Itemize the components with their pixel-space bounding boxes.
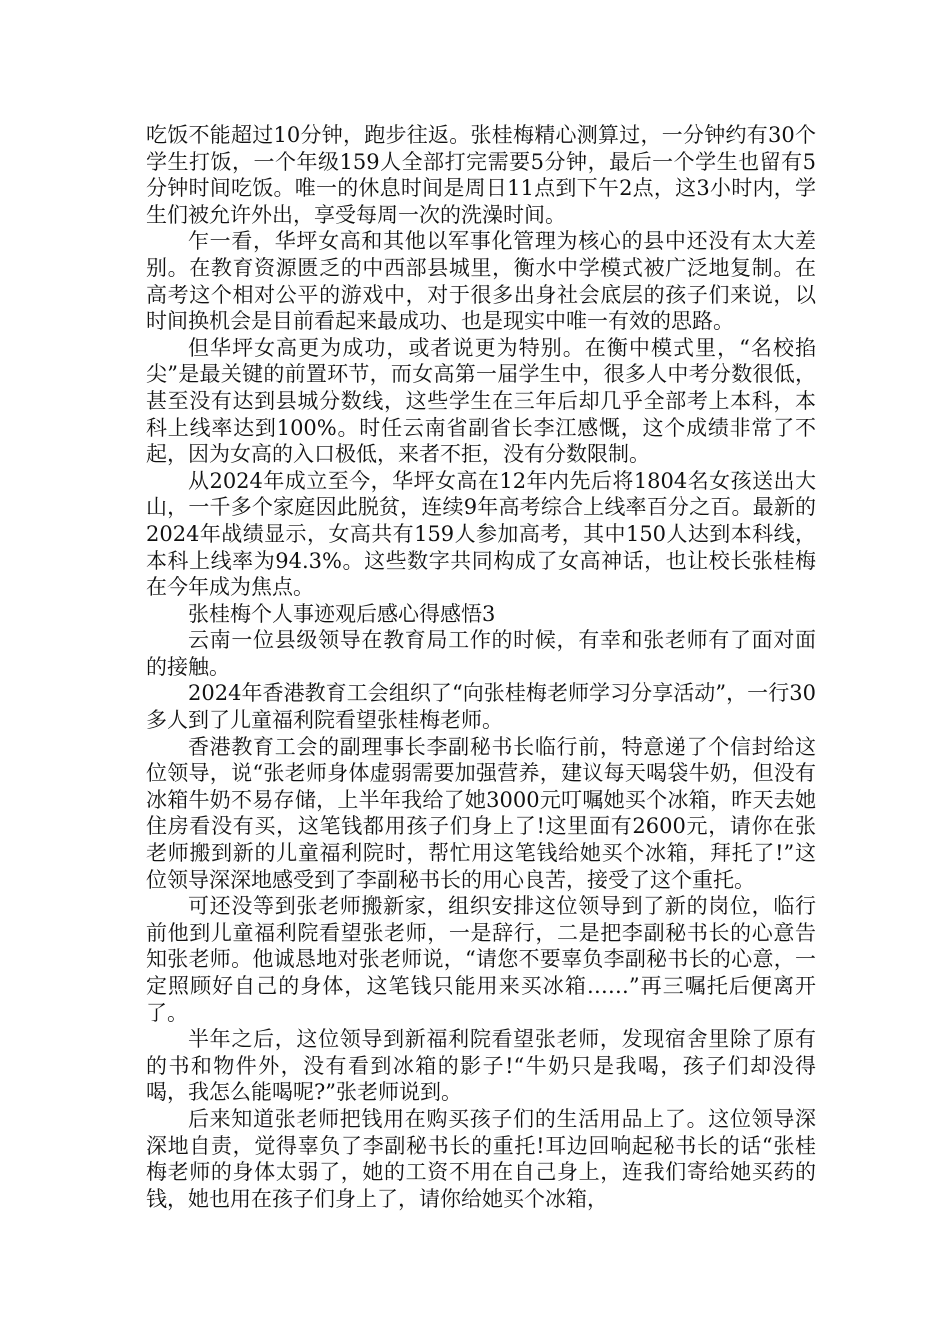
paragraph: 可还没等到张老师搬新家，组织安排这位领导到了新的岗位，临行前他到儿童福利院看望张老师，一是辞行，二是把李副秘书长的心意告知张老师。他诚恳地对张老师说，“请您不要辜负李副秘书长的心意，一定照顾好自己的身体，这笔钱只能用来买冰箱……”再三嘱托后便离开了。 — [146, 894, 816, 1025]
paragraph: 但华坪女高更为成功，或者说更为特别。在衡中模式里，“名校掐尖”是最关键的前置环节，而女高第一届学生中，很多人中考分数很低，甚至没有达到县城分数线，这些学生在三年后却几乎全部考上本科，本科上线率达到100%。时任云南省副省长李江感慨，这个成绩非常了不起，因为女高的入口极低，来者不拒，没有分数限制。 — [146, 335, 816, 467]
paragraph: 香港教育工会的副理事长李副秘书长临行前，特意递了个信封给这位领导，说“张老师身体虚弱需要加强营养，建议每天喝袋牛奶，但没有冰箱牛奶不易存储，上半年我给了她3000元叮嘱她买个冰箱，昨天去她住房看没有买，这笔钱都用孩子们身上了!这里面有2600元，请你在张老师搬到新的儿童福利院时，帮忙用这笔钱给她买个冰箱，拜托了!”这位领导深深地感受到了李副秘书长的用心良苦，接受了这个重托。 — [146, 734, 816, 892]
paragraph: 从2024年成立至今，华坪女高在12年内先后将1804名女孩送出大山，一千多个家庭因此脱贫，连续9年高考综合上线率百分之百。最新的2024年战绩显示，女高共有159人参加高考，其中150人达到本科线，本科上线率为94.3%。这些数字共同构成了女高神话，也让校长张桂梅在今年成为焦点。 — [146, 468, 816, 600]
paragraph: 2024年香港教育工会组织了“向张桂梅老师学习分享活动”，一行30多人到了儿童福利院看望张桂梅老师。 — [146, 681, 816, 733]
section-heading: 张桂梅个人事迹观后感心得感悟3 — [188, 601, 496, 626]
paragraph: 云南一位县级领导在教育局工作的时候，有幸和张老师有了面对面的接触。 — [146, 628, 816, 679]
document-page — [146, 122, 816, 1212]
paragraph: 乍一看，华坪女高和其他以军事化管理为核心的县中还没有太大差别。在教育资源匮乏的中西部县城里，衡水中学模式被广泛地复制。在高考这个相对公平的游戏中，对于很多出身社会底层的孩子们来说，以时间换机会是目前看起来最成功、也是现实中唯一有效的思路。 — [146, 229, 816, 334]
paragraph-continuation: 吃饭不能超过10分钟，跑步往返。张桂梅精心测算过，一分钟约有30个学生打饭，一个年级159人全部打完需要5分钟，最后一个学生也留有5分钟时间吃饭。唯一的休息时间是周日11点到下午2点，这3小时内，学生们被允许外出，享受每周一次的洗澡时间。 — [146, 123, 816, 227]
paragraph: 半年之后，这位领导到新福利院看望张老师，发现宿舍里除了原有的书和物件外，没有看到冰箱的影子!“牛奶只是我喝，孩子们却没得喝，我怎么能喝呢?”张老师说到。 — [146, 1027, 816, 1105]
paragraph: 后来知道张老师把钱用在购买孩子们的生活用品上了。这位领导深深地自责，觉得辜负了李副秘书长的重托!耳边回响起秘书长的话“张桂梅老师的身体太弱了，她的工资不用在自己身上，连我们寄给她买药的钱，她也用在孩子们身上了，请你给她买个冰箱， — [146, 1106, 816, 1211]
